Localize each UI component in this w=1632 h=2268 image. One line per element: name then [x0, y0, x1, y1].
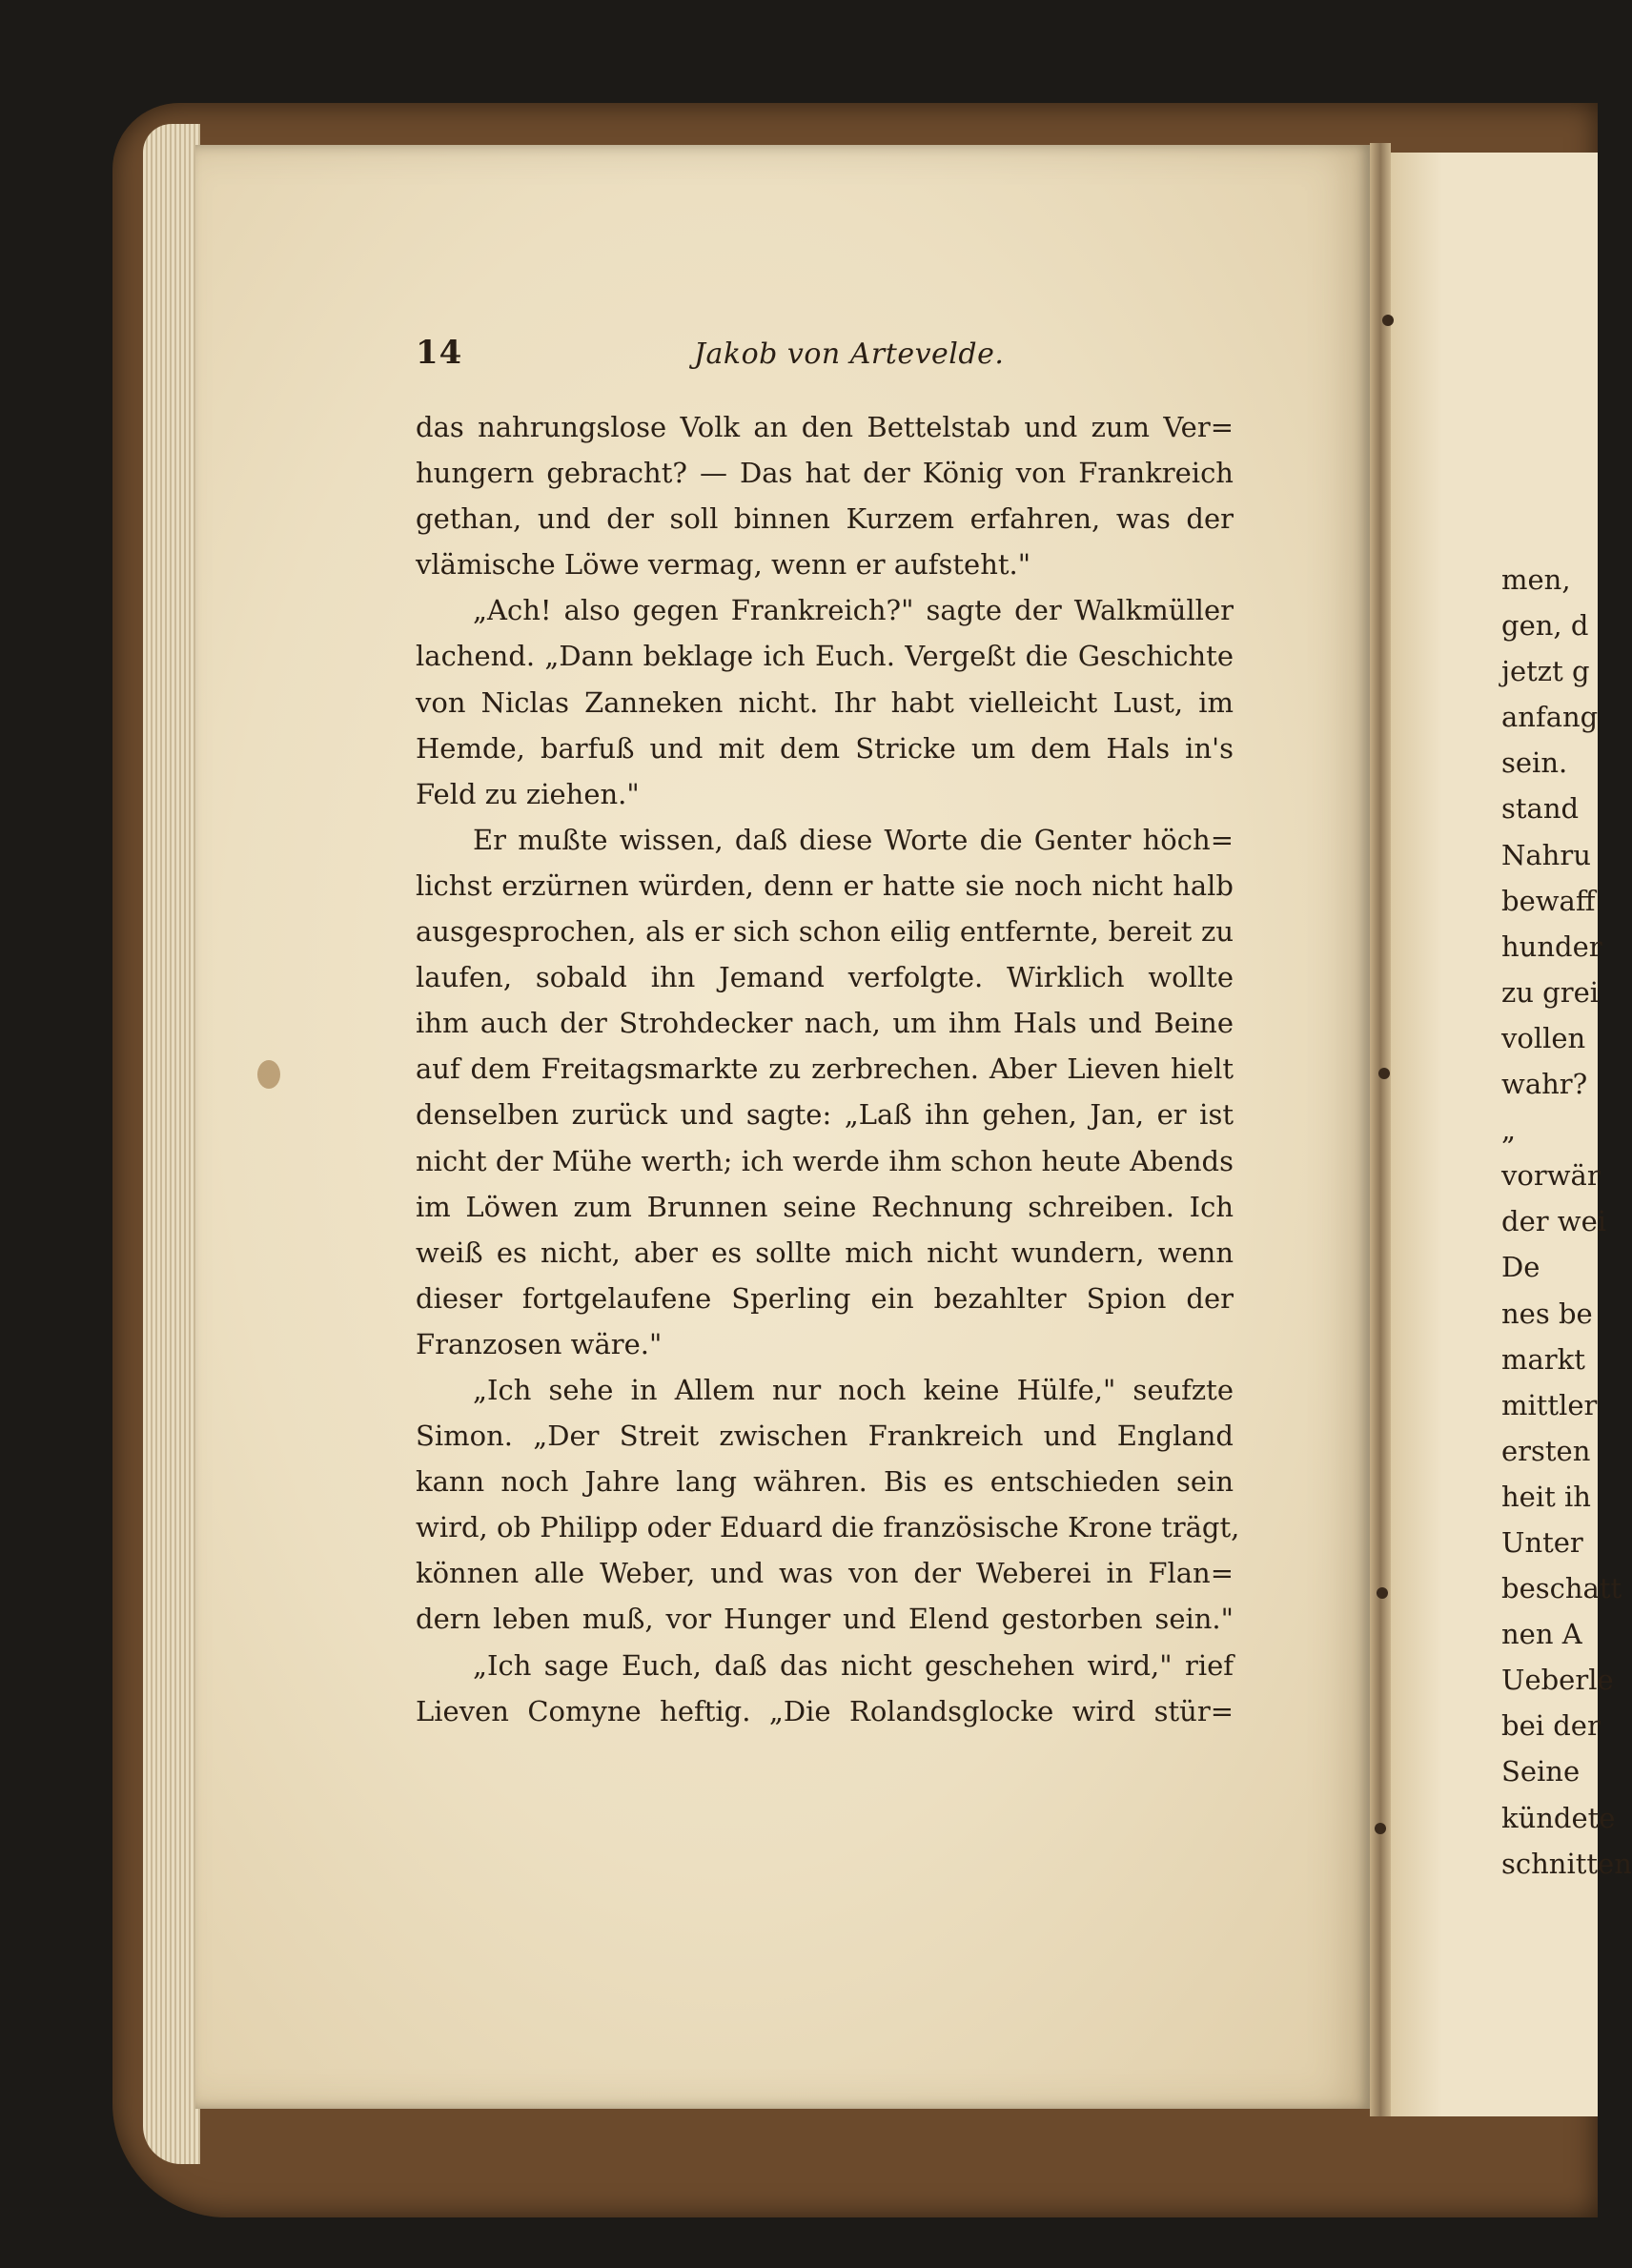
- right-text-line: kündete: [1501, 1801, 1616, 1834]
- text-line: lichst erzürnen würden, denn er hatte sie noch nicht halb: [416, 868, 1234, 902]
- text-line: wird, ob Philipp oder Eduard die französische Krone trägt,: [416, 1511, 1240, 1544]
- right-text-line: zu grei: [1501, 975, 1600, 1009]
- right-text-line: Unter: [1501, 1525, 1583, 1559]
- text-line: gethan, und der soll binnen Kurzem erfahren, was der: [416, 502, 1234, 536]
- paper-stain: [257, 1060, 280, 1089]
- right-text-line: Seine: [1501, 1755, 1581, 1788]
- binding-thread-mark: [1378, 1068, 1390, 1079]
- right-text-line: jetzt g: [1501, 655, 1590, 688]
- text-line: Simon. „Der Streit zwischen Frankreich und England: [416, 1420, 1234, 1453]
- text-line: Lieven Comyne heftig. „Die Rolandsglocke wird stür=: [416, 1694, 1234, 1727]
- text-line: können alle Weber, und was von der Weberei in Flan=: [416, 1557, 1234, 1590]
- text-line: im Löwen zum Brunnen seine Rechnung schreiben. Ich: [416, 1190, 1234, 1223]
- right-text-line: „: [1501, 1114, 1517, 1147]
- right-text-line: beschatt: [1501, 1572, 1622, 1605]
- text-line: dieser fortgelaufene Sperling ein bezahlter Spion der: [416, 1281, 1234, 1315]
- right-text-line: men,: [1501, 563, 1571, 596]
- right-text-line: vorwär: [1501, 1159, 1601, 1193]
- right-text-line: mittler: [1501, 1388, 1598, 1421]
- text-line: nicht der Mühe werth; ich werde ihm schon heute Abends: [416, 1144, 1234, 1177]
- text-line: das nahrungslose Volk an den Bettelstab und zum Ver=: [416, 411, 1234, 443]
- right-text-line: Nahru: [1501, 838, 1591, 871]
- right-text-line: der wei: [1501, 1205, 1607, 1238]
- right-text-line: De: [1501, 1251, 1540, 1284]
- right-text-line: markt: [1501, 1342, 1585, 1376]
- book-gutter: [1370, 143, 1391, 2116]
- body-text: [416, 404, 1240, 1734]
- running-head: [416, 334, 1234, 372]
- text-line: „Ich sage Euch, daß das nicht geschehen wird," rief: [473, 1648, 1234, 1682]
- text-line: dern leben muß, vor Hunger und Elend gestorben sein.": [416, 1603, 1234, 1636]
- right-page-text: [1501, 557, 1632, 1887]
- right-text-line: stand: [1501, 792, 1580, 826]
- text-line: Er mußte wissen, daß diese Worte die Genter höch=: [473, 823, 1234, 856]
- right-text-line: gen, d: [1501, 609, 1589, 643]
- right-text-line: vollen: [1501, 1021, 1586, 1054]
- text-line: Feld zu ziehen.": [416, 777, 640, 810]
- text-line: „Ach! also gegen Frankreich?" sagte der Walkmüller: [473, 594, 1234, 627]
- text-line: Hemde, barfuß und mit dem Stricke um dem Hals in's: [416, 731, 1234, 765]
- right-text-line: anfang: [1501, 701, 1599, 734]
- right-text-line: bei der: [1501, 1709, 1601, 1743]
- text-line: auf dem Freitagsmarkte zu zerbrechen. Aber Lieven hielt: [416, 1052, 1234, 1086]
- text-line: von Niclas Zanneken nicht. Ihr habt vielleicht Lust, im: [416, 685, 1234, 719]
- text-line: ausgesprochen, als er sich schon eilig entfernte, bereit zu: [416, 915, 1234, 949]
- text-line: vlämische Löwe vermag, wenn er aufsteht.": [416, 548, 1031, 582]
- text-line: Franzosen wäre.": [416, 1327, 663, 1360]
- right-text-line: schnitten: [1501, 1847, 1632, 1880]
- right-page: [1391, 153, 1632, 2116]
- binding-thread-mark: [1382, 315, 1394, 326]
- page-number: 14: [416, 334, 463, 372]
- right-text-line: ersten: [1501, 1434, 1591, 1467]
- text-line: kann noch Jahre lang währen. Bis es entschieden sein: [416, 1465, 1234, 1499]
- right-text-line: heit ih: [1501, 1480, 1591, 1513]
- right-text-line: sein.: [1501, 746, 1568, 780]
- running-title: Jakob von Artevelde.: [694, 337, 1005, 371]
- text-line: ihm auch der Strohdecker nach, um ihm Hals und Beine: [416, 1007, 1234, 1040]
- text-line: hungern gebracht? — Das hat der König von Frankreich: [416, 457, 1234, 490]
- text-line: denselben zurück und sagte: „Laß ihn gehen, Jan, er ist: [416, 1098, 1234, 1132]
- right-text-line: wahr?: [1501, 1068, 1588, 1101]
- text-line: weiß es nicht, aber es sollte mich nicht wundern, wenn: [416, 1236, 1234, 1269]
- binding-thread-mark: [1377, 1587, 1388, 1599]
- binding-thread-mark: [1375, 1823, 1386, 1834]
- text-line: lachend. „Dann beklage ich Euch. Vergeßt die Geschichte: [416, 640, 1234, 673]
- right-text-line: nen A: [1501, 1618, 1582, 1651]
- right-text-line: Ueberle: [1501, 1664, 1614, 1697]
- text-line: „Ich sehe in Allem nur noch keine Hülfe," seufzte: [473, 1373, 1234, 1406]
- right-text-line: hunder: [1501, 930, 1602, 963]
- text-line: laufen, sobald ihn Jemand verfolgte. Wirklich wollte: [416, 961, 1234, 994]
- right-text-line: nes be: [1501, 1297, 1593, 1330]
- right-text-line: bewaff: [1501, 884, 1596, 917]
- page-edges: [143, 124, 200, 2164]
